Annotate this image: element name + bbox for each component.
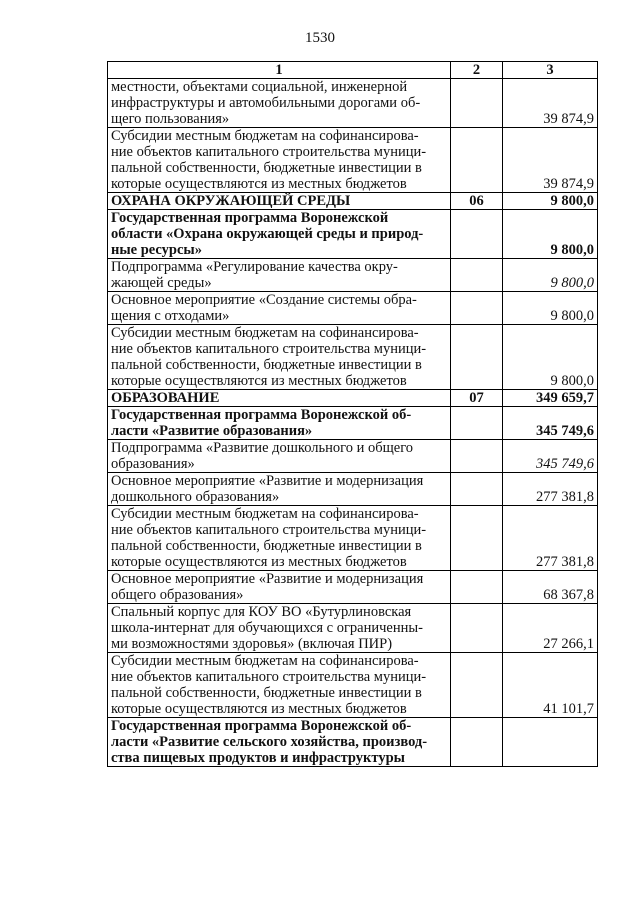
row-name-line: Субсидии местным бюджетам на софинансирова-: [111, 506, 419, 522]
table-row: [108, 79, 598, 128]
table-row: [108, 506, 598, 571]
row-name-cell: [108, 473, 451, 506]
row-amount-cell: 9 800,0: [503, 325, 598, 390]
table-row: [108, 407, 598, 440]
row-name-cell: [108, 440, 451, 473]
header-row: [108, 62, 598, 79]
row-name-line: ОБРАЗОВАНИЕ: [111, 390, 220, 406]
row-code-cell: [451, 506, 503, 571]
row-name-line: которые осуществляются из местных бюджетов: [111, 701, 407, 717]
row-name-line: Основное мероприятие «Создание системы обра-: [111, 292, 417, 308]
row-amount-cell: 345 749,6: [503, 407, 598, 440]
row-name-line: ние объектов капитального строительства муници-: [111, 341, 427, 357]
row-amount-cell: 27 266,1: [503, 604, 598, 653]
row-code-cell: [451, 259, 503, 292]
row-amount-cell: 349 659,7: [503, 390, 598, 407]
row-amount-cell: 41 101,7: [503, 653, 598, 718]
row-code-cell: [451, 718, 503, 767]
table-row: [108, 604, 598, 653]
row-amount-cell: 345 749,6: [503, 440, 598, 473]
row-code-cell: [451, 571, 503, 604]
row-code-cell: [451, 407, 503, 440]
row-amount-cell: 277 381,8: [503, 473, 598, 506]
row-name-line: пальной собственности, бюджетные инвестиции в: [111, 160, 422, 176]
row-name-cell: [108, 571, 451, 604]
row-name-line: Государственная программа Воронежской: [111, 210, 389, 226]
row-code-cell: [451, 653, 503, 718]
row-amount-cell: 9 800,0: [503, 292, 598, 325]
row-name-line: школа-интернат для обучающихся с ограниченны-: [111, 620, 423, 636]
row-code-cell: [451, 210, 503, 259]
row-name-cell: [108, 128, 451, 193]
row-code-cell: [451, 604, 503, 653]
row-name-line: Основное мероприятие «Развитие и модернизация: [111, 571, 424, 587]
budget-table: [107, 61, 598, 767]
row-name-line: щего пользования»: [111, 111, 230, 127]
table-row: [108, 292, 598, 325]
row-name-line: местности, объектами социальной, инженерной: [111, 79, 408, 95]
row-code-cell: [451, 325, 503, 390]
row-name-line: которые осуществляются из местных бюджетов: [111, 554, 407, 570]
row-name-line: щения с отходами»: [111, 308, 230, 324]
row-code-cell: [451, 79, 503, 128]
row-name-line: дошкольного образования»: [111, 489, 280, 505]
row-name-line: ные ресурсы»: [111, 242, 202, 258]
row-name-line: Субсидии местным бюджетам на софинансирова-: [111, 128, 419, 144]
row-name-cell: [108, 718, 451, 767]
row-name-line: области «Охрана окружающей среды и природ-: [111, 226, 424, 242]
budget-table-body: [108, 62, 598, 767]
row-code-cell: 06: [451, 193, 503, 210]
row-name-cell: [108, 259, 451, 292]
row-name-line: жающей среды»: [111, 275, 212, 291]
table-row: [108, 571, 598, 604]
row-name-line: общего образования»: [111, 587, 244, 603]
column-header-code: 2: [451, 62, 503, 79]
row-name-line: которые осуществляются из местных бюджетов: [111, 176, 407, 192]
row-amount-cell: 277 381,8: [503, 506, 598, 571]
row-code-cell: [451, 440, 503, 473]
row-amount-cell: [503, 718, 598, 767]
row-name-line: ласти «Развитие образования»: [111, 423, 313, 439]
row-code-cell: [451, 128, 503, 193]
row-code-cell: [451, 292, 503, 325]
row-name-cell: [108, 390, 451, 407]
row-name-line: которые осуществляются из местных бюджетов: [111, 373, 407, 389]
row-code-cell: [451, 473, 503, 506]
row-name-cell: [108, 210, 451, 259]
table-row: [108, 718, 598, 767]
row-name-cell: [108, 653, 451, 718]
table-row: [108, 653, 598, 718]
row-name-line: Подпрограмма «Регулирование качества окру-: [111, 259, 398, 275]
page-number: 1530: [305, 30, 335, 46]
row-amount-cell: 9 800,0: [503, 210, 598, 259]
row-name-cell: [108, 292, 451, 325]
row-name-line: ми возможностями здоровья» (включая ПИР): [111, 636, 393, 652]
row-name-line: пальной собственности, бюджетные инвестиции в: [111, 685, 422, 701]
row-name-line: образования»: [111, 456, 195, 472]
row-name-line: Государственная программа Воронежской об-: [111, 407, 412, 423]
row-name-line: Субсидии местным бюджетам на софинансирова-: [111, 325, 419, 341]
row-amount-cell: 39 874,9: [503, 79, 598, 128]
row-name-line: инфраструктуры и автомобильными дорогами об-: [111, 95, 421, 111]
row-name-line: ние объектов капитального строительства муници-: [111, 144, 427, 160]
row-name-line: Субсидии местным бюджетам на софинансирова-: [111, 653, 419, 669]
table-row: [108, 440, 598, 473]
row-name-line: ние объектов капитального строительства муници-: [111, 522, 427, 538]
row-amount-cell: 9 800,0: [503, 259, 598, 292]
row-name-line: Основное мероприятие «Развитие и модернизация: [111, 473, 424, 489]
row-name-line: ства пищевых продуктов и инфраструктуры: [111, 750, 405, 766]
row-code-cell: 07: [451, 390, 503, 407]
row-name-line: ласти «Развитие сельского хозяйства, производ-: [111, 734, 428, 750]
row-amount-cell: 9 800,0: [503, 193, 598, 210]
row-name-cell: [108, 604, 451, 653]
column-header-name: 1: [108, 62, 451, 79]
table-row: [108, 128, 598, 193]
table-row: [108, 473, 598, 506]
row-name-cell: [108, 506, 451, 571]
row-name-cell: [108, 325, 451, 390]
row-name-cell: [108, 407, 451, 440]
row-name-cell: [108, 79, 451, 128]
row-amount-cell: 68 367,8: [503, 571, 598, 604]
column-header-amount: 3: [503, 62, 598, 79]
row-name-line: Государственная программа Воронежской об-: [111, 718, 412, 734]
table-row: [108, 259, 598, 292]
row-name-line: Подпрограмма «Развитие дошкольного и общего: [111, 440, 414, 456]
row-name-cell: [108, 193, 451, 210]
row-amount-cell: 39 874,9: [503, 128, 598, 193]
row-name-line: пальной собственности, бюджетные инвестиции в: [111, 357, 422, 373]
table-row: [108, 210, 598, 259]
row-name-line: пальной собственности, бюджетные инвестиции в: [111, 538, 422, 554]
row-name-line: ОХРАНА ОКРУЖАЮЩЕЙ СРЕДЫ: [111, 193, 351, 209]
table-row: [108, 193, 598, 210]
table-row: [108, 325, 598, 390]
table-row: [108, 390, 598, 407]
row-name-line: Спальный корпус для КОУ ВО «Бутурлиновская: [111, 604, 412, 620]
row-name-line: ние объектов капитального строительства муници-: [111, 669, 427, 685]
